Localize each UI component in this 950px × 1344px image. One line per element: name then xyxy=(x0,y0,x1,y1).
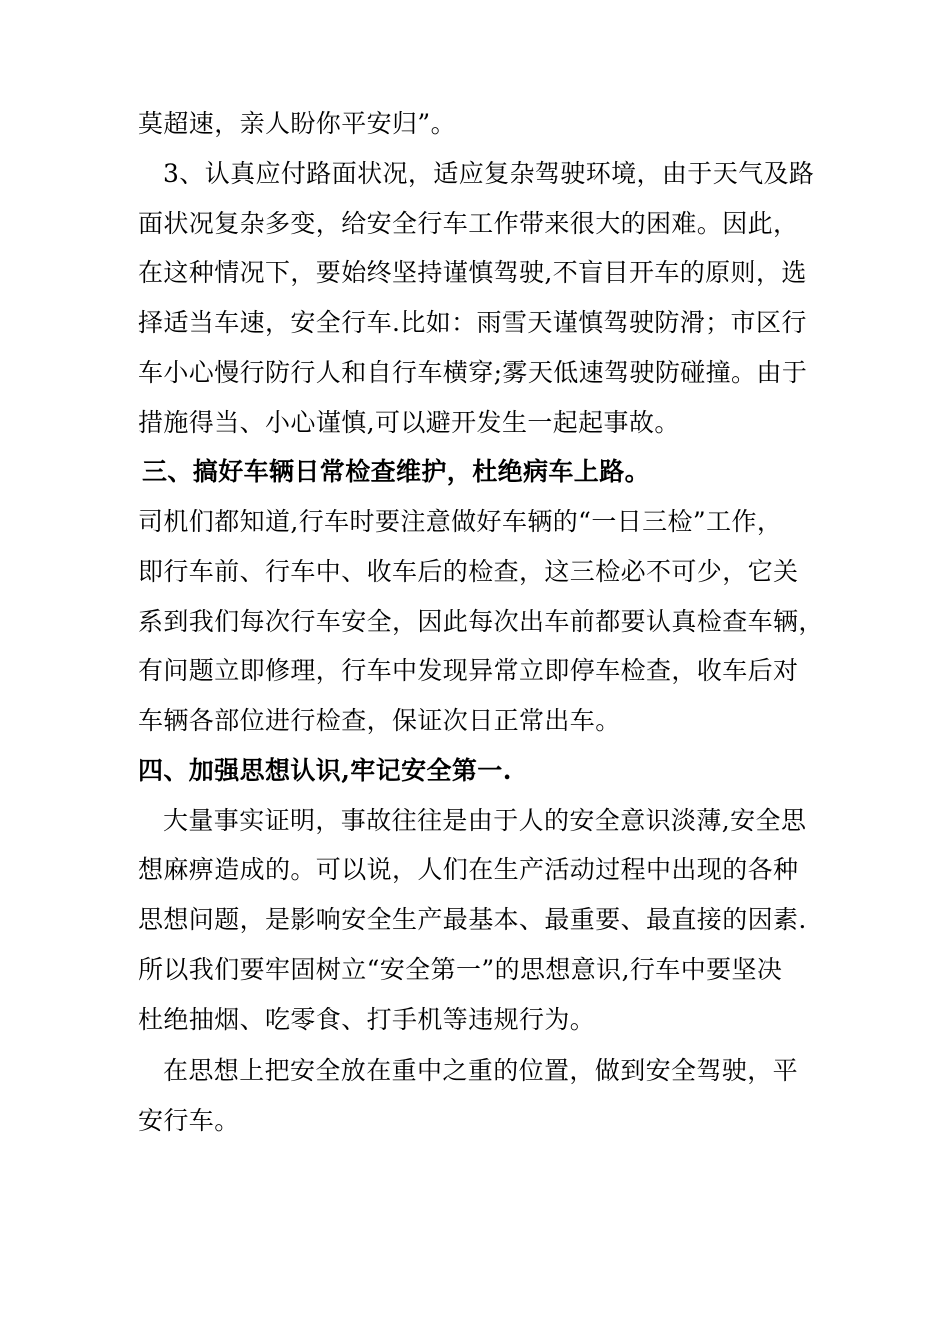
section-heading: 三、搞好车辆日常检查维护，杜绝病车上路。 xyxy=(142,457,651,486)
section-heading: 四、加强思想认识,牢记安全第一. xyxy=(138,756,512,785)
paragraph-line: 措施得当、小心谨慎,可以避开发生一起起事故。 xyxy=(138,408,680,437)
paragraph-line: 在思想上把安全放在重中之重的位置，做到安全驾驶，平 xyxy=(163,1056,799,1085)
paragraph-line: 莫超速，亲人盼你平安归”。 xyxy=(138,109,456,138)
paragraph-line: 面状况复杂多变，给安全行车工作带来很大的困难。因此， xyxy=(138,209,799,238)
paragraph-line: 有问题立即修理，行车中发现异常立即停车检查，收车后对 xyxy=(138,656,799,685)
paragraph-line: 司机们都知道,行车时要注意做好车辆的“一日三检”工作， xyxy=(138,507,783,536)
paragraph-line: 车辆各部位进行检查，保证次日正常出车。 xyxy=(138,706,621,735)
paragraph-line: 思想问题，是影响安全生产最基本、最重要、最直接的因素. xyxy=(138,905,807,934)
paragraph-line: 即行车前、行车中、收车后的检查，这三检必不可少，它关 xyxy=(138,557,799,586)
paragraph-line: 3、认真应付路面状况，适应复杂驾驶环境，由于天气及路 xyxy=(163,159,815,188)
paragraph-line: 所以我们要牢固树立“安全第一”的思想意识,行车中要坚决 xyxy=(138,955,783,984)
paragraph-line: 想麻痹造成的。可以说，人们在生产活动过程中出现的各种 xyxy=(138,855,799,884)
paragraph-line: 大量事实证明，事故往往是由于人的安全意识淡薄,安全思 xyxy=(163,806,807,835)
paragraph-line: 择适当车速，安全行车.比如：雨雪天谨慎驾驶防滑；市区行 xyxy=(138,308,807,337)
paragraph-line: 杜绝抽烟、吃零食、打手机等违规行为。 xyxy=(138,1005,596,1034)
paragraph-line: 安行车。 xyxy=(138,1106,240,1135)
paragraph-line: 系到我们每次行车安全，因此每次出车前都要认真检查车辆， xyxy=(138,607,824,636)
paragraph-line: 车小心慢行防行人和自行车横穿;雾天低速驾驶防碰撞。由于 xyxy=(138,358,808,387)
paragraph-line: 在这种情况下，要始终坚持谨慎驾驶,不盲目开车的原则，选 xyxy=(138,258,807,287)
